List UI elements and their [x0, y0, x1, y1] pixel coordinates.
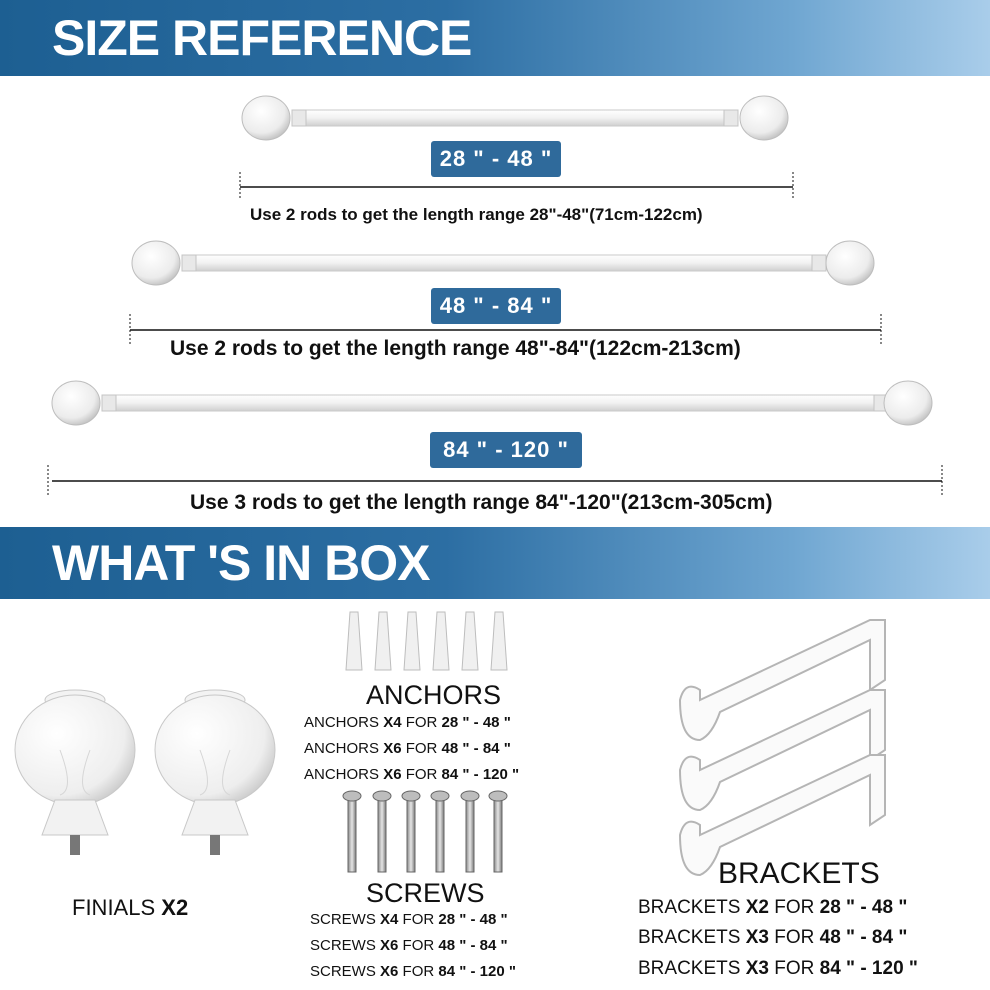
anchors-title: ANCHORS	[366, 680, 502, 710]
rod-caption-long: Use 3 rods to get the length range 84"-120"(213cm-305cm)	[190, 491, 773, 514]
screws-line-2: SCREWS X6 FOR 48 " - 84 "	[310, 937, 508, 954]
screws-title: SCREWS	[366, 878, 485, 908]
brackets-image	[680, 620, 885, 875]
brackets-line-1: BRACKETS X2 FOR 28 " - 48 "	[638, 897, 908, 918]
whats-in-box-title: WHAT 'S IN BOX	[52, 535, 430, 591]
range-badge-medium: 48 " - 84 "	[431, 288, 561, 324]
anchors-line-2: ANCHORS X6 FOR 48 " - 84 "	[304, 740, 511, 757]
finials-qty: X2	[161, 895, 189, 920]
screws-line-3: SCREWS X6 FOR 84 " - 120 "	[310, 963, 516, 980]
rod-caption-short: Use 2 rods to get the length range 28"-48"(71cm-122cm)	[250, 205, 703, 224]
brackets-line-2: BRACKETS X3 FOR 48 " - 84 "	[638, 927, 908, 948]
screws-image	[343, 791, 507, 872]
finials-label	[72, 895, 188, 921]
brackets-title: BRACKETS	[718, 857, 880, 890]
anchors-line-1: ANCHORS X4 FOR 28 " - 48 "	[304, 714, 511, 731]
screws-line-1: SCREWS X4 FOR 28 " - 48 "	[310, 911, 508, 928]
brackets-line-3: BRACKETS X3 FOR 84 " - 120 "	[638, 958, 918, 979]
finial-left	[15, 690, 135, 855]
rod-caption-medium: Use 2 rods to get the length range 48"-84"(122cm-213cm)	[170, 337, 741, 360]
anchors-image	[346, 612, 507, 670]
size-reference-title: SIZE REFERENCE	[52, 10, 472, 66]
range-badge-short: 28 " - 48 "	[431, 141, 561, 177]
finials-name: FINIALS	[72, 895, 156, 920]
finial-right	[155, 690, 275, 855]
range-badge-long: 84 " - 120 "	[430, 432, 582, 468]
anchors-line-3: ANCHORS X6 FOR 84 " - 120 "	[304, 766, 520, 783]
